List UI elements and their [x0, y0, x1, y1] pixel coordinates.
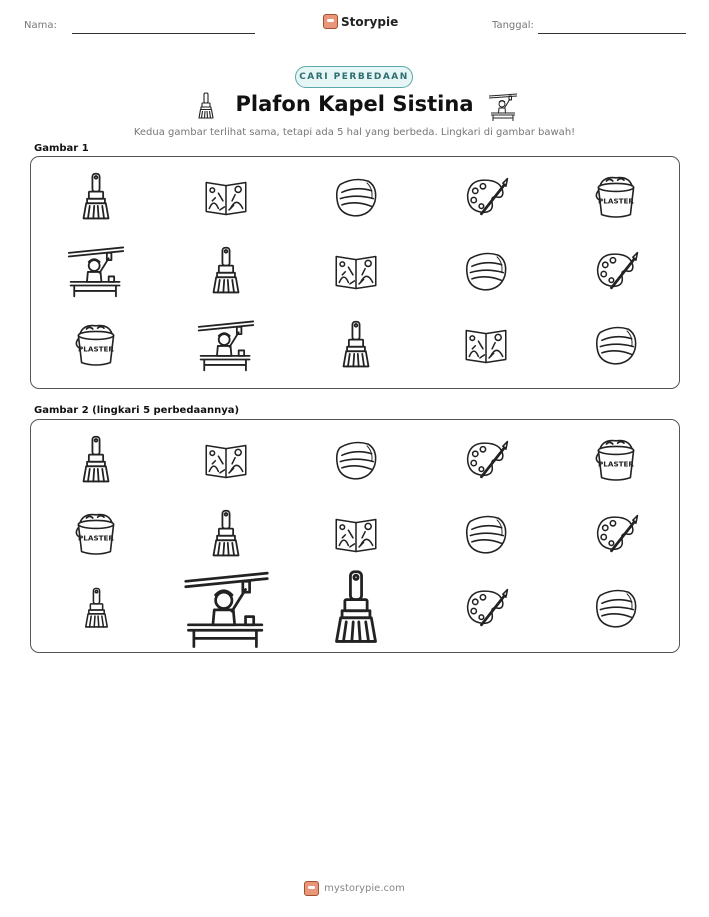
brush-icon — [81, 587, 112, 630]
brush-icon — [208, 509, 244, 559]
brush-icon — [78, 172, 114, 222]
footer-logo-icon — [304, 881, 319, 896]
mural-icon — [463, 326, 509, 364]
instructions: Kedua gambar terlihat sama, tetapi ada 5 hal yang berbeda. Lingkari di gambar bawah! — [133, 127, 576, 138]
section2-cell-r2-c2[interactable] — [161, 498, 291, 570]
section2-cell-r2-c1[interactable] — [31, 498, 161, 570]
palette-icon — [463, 175, 509, 219]
mural-icon — [333, 515, 379, 553]
section2-cell-r1-c2[interactable] — [161, 424, 291, 496]
brush-icon — [208, 246, 244, 296]
brush-icon — [328, 569, 384, 647]
brush-icon — [78, 435, 114, 485]
mural-icon — [203, 178, 249, 216]
plaster-bucket-icon — [592, 173, 640, 221]
palette-icon — [593, 249, 639, 293]
section2-cell-r1-c5[interactable] — [551, 424, 681, 496]
stone-icon — [462, 249, 510, 293]
stone-icon — [332, 175, 380, 219]
footer — [0, 881, 709, 896]
section2-cell-r2-c3[interactable] — [291, 498, 421, 570]
section2-cell-r1-c3[interactable] — [291, 424, 421, 496]
section1-cell-r1-c1 — [31, 161, 161, 233]
title-painter-icon — [488, 92, 518, 126]
section1-cell-r3-c3 — [291, 309, 421, 381]
plaster-bucket-icon — [72, 321, 120, 369]
section1-cell-r3-c4 — [421, 309, 551, 381]
plaster-bucket-icon — [72, 510, 120, 558]
bucket-label: PLASTER — [598, 459, 634, 469]
bucket-label: PLASTER — [78, 344, 114, 354]
picture-1-panel — [30, 156, 680, 389]
name-label: Nama: — [24, 20, 57, 31]
section2-cell-r3-c5[interactable] — [551, 572, 681, 644]
bucket-label: PLASTER — [78, 533, 114, 543]
section1-cell-r1-c3 — [291, 161, 421, 233]
palette-icon — [593, 512, 639, 556]
section1-cell-r2-c2 — [161, 235, 291, 307]
section2-cell-r1-c1[interactable] — [31, 424, 161, 496]
stone-icon — [592, 586, 640, 630]
date-label: Tanggal: — [492, 20, 534, 31]
section2-cell-r3-c1[interactable] — [31, 572, 161, 644]
section1-cell-r3-c1 — [31, 309, 161, 381]
brand-logo — [323, 14, 398, 29]
stone-icon — [462, 512, 510, 556]
section2-label: Gambar 2 (lingkari 5 perbedaannya) — [34, 405, 240, 416]
section1-label: Gambar 1 — [34, 143, 89, 154]
palette-icon — [463, 438, 509, 482]
stone-icon — [592, 323, 640, 367]
storypie-logo-icon — [323, 14, 338, 29]
section1-cell-r3-c2 — [161, 309, 291, 381]
date-line[interactable] — [538, 33, 686, 34]
section1-cell-r2-c3 — [291, 235, 421, 307]
palette-icon — [463, 586, 509, 630]
section2-cell-r1-c4[interactable] — [421, 424, 551, 496]
page-title: Plafon Kapel Sistina — [235, 92, 474, 116]
section2-cell-r3-c2[interactable] — [161, 572, 291, 644]
mural-icon — [333, 252, 379, 290]
section1-cell-r1-c4 — [421, 161, 551, 233]
mural-icon — [203, 441, 249, 479]
picture-2-panel[interactable] — [30, 419, 680, 653]
section1-cell-r1-c5 — [551, 161, 681, 233]
name-line[interactable] — [72, 33, 255, 34]
section1-cell-r3-c5 — [551, 309, 681, 381]
section1-cell-r2-c4 — [421, 235, 551, 307]
section2-cell-r2-c4[interactable] — [421, 498, 551, 570]
brush-icon — [338, 320, 374, 370]
footer-url[interactable]: mystorypie.com — [324, 883, 405, 894]
section2-cell-r3-c3[interactable] — [291, 572, 421, 644]
brand-name: Storypie — [341, 14, 399, 29]
section1-cell-r2-c1 — [31, 235, 161, 307]
section2-cell-r2-c5[interactable] — [551, 498, 681, 570]
stone-icon — [332, 438, 380, 482]
section1-cell-r1-c2 — [161, 161, 291, 233]
section2-cell-r3-c4[interactable] — [421, 572, 551, 644]
painter-icon — [67, 244, 125, 298]
plaster-bucket-icon — [592, 436, 640, 484]
painter-icon — [197, 318, 255, 372]
bucket-label: PLASTER — [598, 196, 634, 206]
activity-badge: CARI PERBEDAAN — [295, 66, 413, 88]
painter-icon — [183, 568, 270, 649]
section1-cell-r2-c5 — [551, 235, 681, 307]
